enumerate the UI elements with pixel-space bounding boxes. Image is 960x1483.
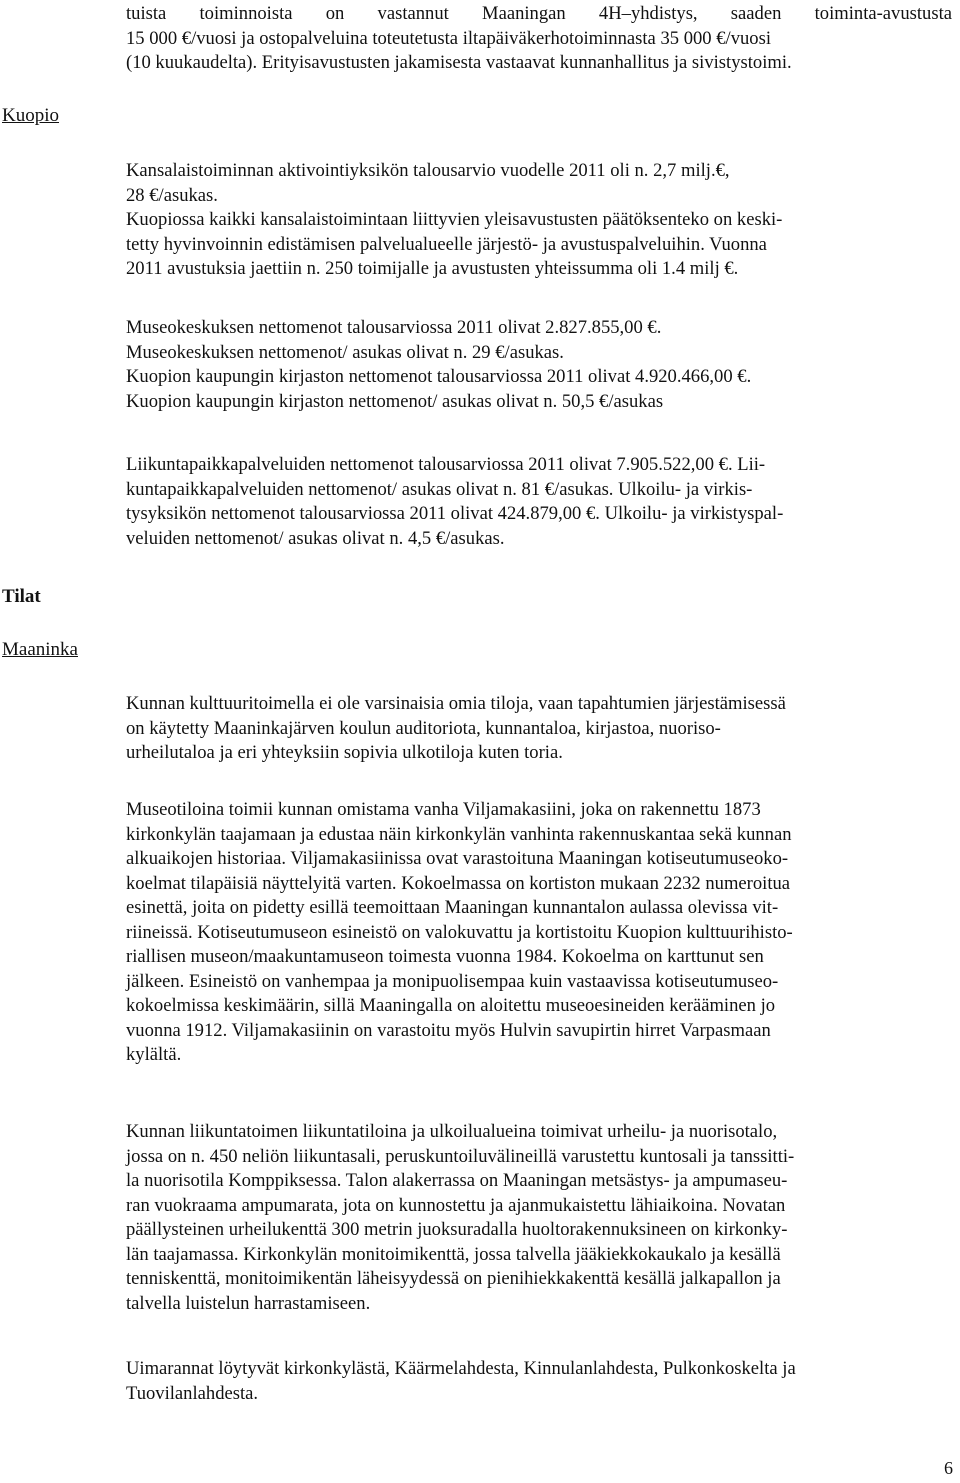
text-line: Kunnan kulttuuritoimella ei ole varsinaisia omia tiloja, vaan tapahtumien järjestämisessä (126, 693, 786, 714)
section-heading-kuopio: Kuopio (2, 105, 59, 126)
text-line: esinettä, joita on pidetty esillä teemoittaan Maaningan kunnantalon aulassa olevissa vit- (126, 897, 779, 918)
text-line: Kansalaistoiminnan aktivointiyksikön talousarvio vuodelle 2011 oli n. 2,7 milj.€, (126, 160, 730, 181)
text-line: kirkonkylän taajamaan ja edustaa näin kirkonkylän vanhinta rakennuskantaa sekä kunnan (126, 823, 792, 845)
text-line: 2011 avustuksia jaettiin n. 250 toimijalle ja avustusten yhteissumma oli 1.4 milj €. (126, 258, 739, 279)
text-line: (10 kuukaudelta). Erityisavustusten jakamisesta vastaavat kunnanhallitus ja sivistystoimi. (126, 52, 792, 73)
text-line: kylältä. (126, 1044, 182, 1065)
text-line: kuntapaikkapalveluiden nettomenot/ asukas olivat n. 81 €/asukas. Ulkoilu- ja virkis- (126, 478, 753, 500)
text-line: 28 €/asukas. (126, 184, 218, 206)
text-line: tenniskenttä, monitoimikentän läheisyydessä on pienihiekkakenttä kesällä jalkapallon ja (126, 1268, 781, 1289)
kuopio-museum-library-costs (126, 316, 952, 414)
text-line: jälkeen. Esineistö on vanhempaa ja monipuolisempaa kuin vastaavissa kotiseutumuseo- (126, 970, 779, 992)
text-line: alkuaikojen historiaa. Viljamakasiinissa ovat varastoituna Maaningan kotiseutumuseoko- (126, 848, 789, 869)
text-line: on käytetty Maaninkajärven koulun auditoriota, kunnantaloa, kirjastoa, nuoriso- (126, 717, 721, 739)
text-line: tysyksikön nettomenot talousarviossa 2011 olivat 424.879,00 €. Ulkoilu- ja virkistyspal- (126, 503, 784, 524)
text-line: veluiden nettomenot/ asukas olivat n. 4,5 €/asukas. (126, 527, 505, 549)
text-line: Kuopion kaupungin kirjaston nettomenot/ asukas olivat n. 50,5 €/asukas (126, 390, 664, 412)
text-line: ran vuokraama ampumarata, jota on kunnostettu ja ajanmukaistettu lähiaikoina. Novatan (126, 1194, 786, 1216)
text-line: Kuopiossa kaikki kansalaistoimintaan liittyvien yleisavustusten päätöksenteko on keski- (126, 209, 783, 230)
text-line: vuonna 1912. Viljamakasiinin on varastoitu myös Hulvin savupirtin hirret Varpasmaan (126, 1019, 771, 1041)
text-line: Uimarannat löytyvät kirkonkylästä, Käärmelahdesta, Kinnulanlahdesta, Pulkonkoskelta ja (126, 1358, 796, 1379)
text-line: tetty hyvinvoinnin edistämisen palvelualueelle järjestö- ja avustuspalveluihin. Vuonna (126, 233, 767, 255)
text-line: län taajamassa. Kirkonkylän monitoimikenttä, jossa talvella jääkiekkokaukalo ja kesällä (126, 1243, 781, 1265)
maaninka-facilities-paragraph (126, 692, 952, 766)
page-number: 6 (944, 1458, 953, 1478)
text-line: 15 000 €/vuosi ja ostopalveluina toteutetusta iltapäiväkerhotoiminnasta 35 000 €/vuosi (126, 27, 771, 49)
text-line: Kunnan liikuntatoimen liikuntatiloina ja ulkoilualueina toimivat urheilu- ja nuorisotalo, (126, 1121, 778, 1142)
subsection-heading-maaninka: Maaninka (2, 639, 78, 660)
text-line: päällysteinen urheilukenttä 300 metrin juoksuradalla huoltorakennuksineen on kirkonky- (126, 1219, 788, 1240)
text-line: Tuovilanlahdesta. (126, 1382, 259, 1404)
text-line: urheilutaloa ja eri yhteyksiin sopivia ulkotiloja kuten toria. (126, 742, 563, 763)
text-line: Museotiloina toimii kunnan omistama vanha Viljamakasiini, joka on rakennettu 1873 (126, 799, 761, 820)
section-heading-tilat: Tilat (2, 586, 41, 607)
text-line: la nuorisotila Komppiksessa. Talon alakerrassa on Maaningan metsästys- ja ampumaseu- (126, 1170, 788, 1191)
text-line: Liikuntapaikkapalveluiden nettomenot talousarviossa 2011 olivat 7.905.522,00 €. Lii- (126, 454, 766, 475)
text-line: tuista toiminnoista on vastannut Maaningan 4H–yhdistys, saaden toiminta-avustusta (126, 3, 952, 24)
text-line: koelmat tilapäisiä näyttelyitä varten. Kokoelmassa on kortiston mukaan 2232 numeroitua (126, 872, 791, 894)
text-line: riineissä. Kotiseutumuseon esineistö on valokuvattu ja kortistoitu Kuopion kulttuurihisto- (126, 921, 793, 943)
kuopio-sports-costs (126, 453, 952, 551)
text-line: Kuopion kaupungin kirjaston nettomenot talousarviossa 2011 olivat 4.920.466,00 €. (126, 366, 752, 387)
text-line: talvella luistelun harrastamiseen. (126, 1292, 371, 1314)
intro-paragraph (126, 2, 952, 76)
text-line: Museokeskuksen nettomenot talousarviossa 2011 olivat 2.827.855,00 €. (126, 317, 662, 338)
maaninka-sports-facilities-paragraph (126, 1120, 952, 1316)
text-line: jossa on n. 450 neliön liikuntasali, peruskuntoiluvälineillä varustettu kuntosali ja tanssitti- (126, 1145, 795, 1167)
maaninka-museum-paragraph (126, 798, 952, 1068)
maaninka-beaches-paragraph (126, 1357, 952, 1406)
text-line: kokoelmissa keskimäärin, sillä Maaningalla on aloitettu museoesineiden kerääminen jo (126, 995, 776, 1016)
text-line: Museokeskuksen nettomenot/ asukas olivat n. 29 €/asukas. (126, 341, 564, 363)
kuopio-budget-paragraph (126, 159, 952, 282)
text-line: riallisen museon/maakuntamuseon toimesta vuonna 1984. Kokoelma on karttunut sen (126, 946, 764, 967)
